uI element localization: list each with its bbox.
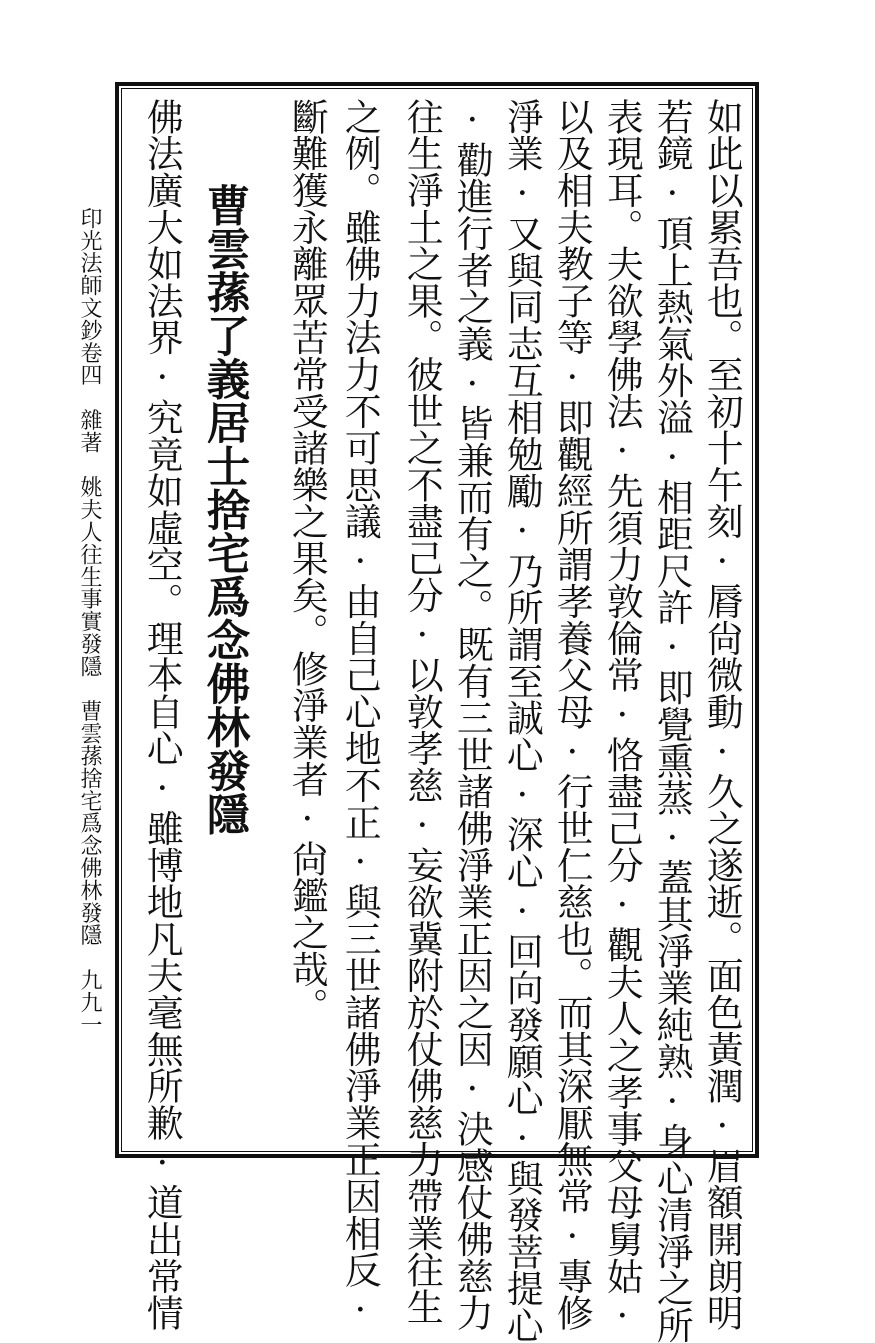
text-column-8: 之例。雖佛力法力不可思議·由自己心地不正·與三世諸佛淨業正因相反· (338, 98, 382, 1331)
text-column-9: 斷難獲永離眾苦常受諸樂之果矣。修淨業者·尙鑑之哉。 (285, 98, 329, 1025)
text-column-10: 佛法廣大如法界·究竟如虛空。理本自心·雖博地凡夫毫無所歉·道出常情 (140, 98, 184, 1331)
text-column-1: 如此以累吾也。至初十午刻·脣尙微動·久之遂逝。面色黃潤·眉額開朗明 (700, 98, 744, 1331)
text-column-6: ·勸進行者之義·皆兼而有之。既有三世諸佛淨業正因之因·決感仗佛慈力 (450, 98, 494, 1331)
text-column-7: 往生淨土之果。彼世之不盡己分·以敦孝慈·妄欲冀附於仗佛慈力帶業往生 (400, 98, 444, 1325)
margin-header: 印光法師文鈔卷四 雜著 姚夫人往生事實發隱 曹雲蓀捨宅爲念佛林發隱 九九一 (77, 207, 102, 1036)
section-title: 曹雲蓀了義居士捨宅爲念佛林發隱 (199, 183, 251, 836)
text-column-4: 以及相夫教子等·即觀經所謂孝養父母·行世仁慈也。而其深厭無常·專修 (550, 98, 594, 1331)
text-column-5: 淨業·又與同志互相勉勵·乃所謂至誠心·深心·回向發願心·與發菩提心 (500, 98, 544, 1343)
text-column-2: 若鏡·頂上熱氣外溢·相距尺許·即覺熏蒸·蓋其淨業純熟·身心清淨之所 (650, 98, 694, 1343)
text-column-3: 表現耳。夫欲學佛法·先須力敦倫常·恪盡己分·觀夫人之孝事父母舅姑· (600, 98, 644, 1338)
